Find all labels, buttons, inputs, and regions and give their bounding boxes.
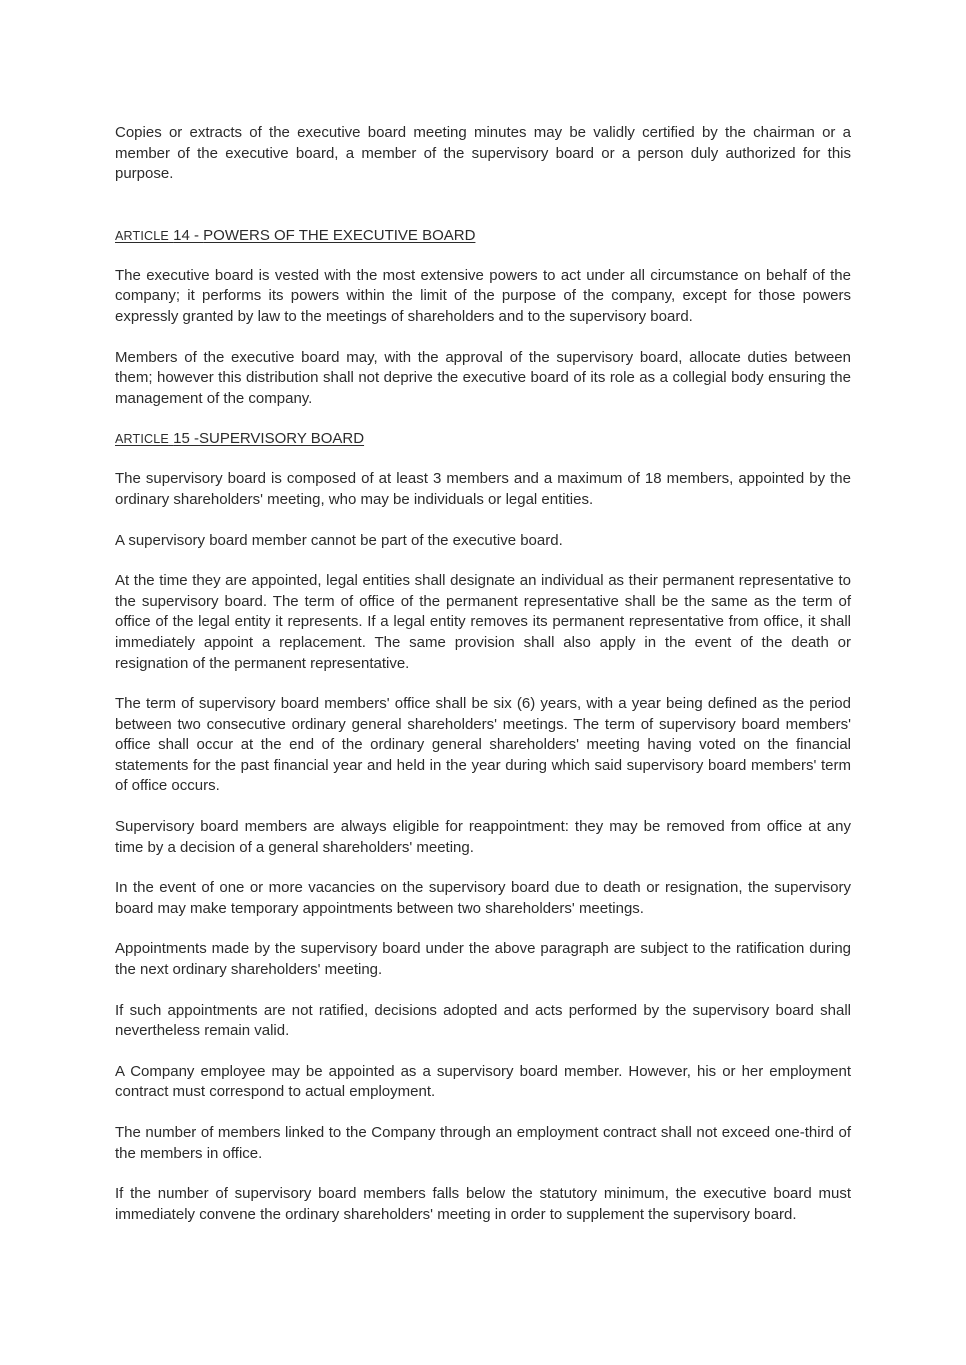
article-15-number: 15 - — [173, 430, 199, 448]
article-14-paragraph: The executive board is vested with the most extensive powers to act under all circumstance on behalf of the company; it performs its powers within the limit of the purpose of the company, except for those powers expressly granted by law to the meetings of shareholders and to the supervisory board. — [115, 266, 851, 325]
article-15-paragraph: If such appointments are not ratified, decisions adopted and acts performed by the supervisory board shall nevertheless remain valid. — [115, 1001, 851, 1040]
article-14-paragraph: Members of the executive board may, with the approval of the supervisory board, allocate duties between them; however this distribution shall not deprive the executive board of its role as a collegial body ensuring the management of the company. — [115, 348, 851, 407]
article-15-paragraph: A Company employee may be appointed as a supervisory board member. However, his or her employment contract must correspond to actual employment. — [115, 1062, 851, 1101]
article-14-label: ARTICLE — [115, 228, 169, 243]
article-15-label: ARTICLE — [115, 432, 169, 447]
article-14-heading — [115, 226, 851, 246]
article-15-paragraph: The term of supervisory board members' office shall be six (6) years, with a year being defined as the period between two consecutive ordinary general shareholders' meetings. The term of supervisory board members' office shall occur at the end of the ordinary general shareholders' meeting having voted on the financial statements for the past financial year and held in the year during which said supervisory board members' term of office occurs. — [115, 695, 851, 795]
article-15-paragraph: A supervisory board member cannot be part of the executive board. — [115, 531, 563, 549]
article-15-heading — [115, 429, 851, 449]
article-15-paragraph: Supervisory board members are always eligible for reappointment: they may be removed from office at any time by a decision of a general shareholders' meeting. — [115, 818, 851, 856]
article-15-paragraph: Appointments made by the supervisory board under the above paragraph are subject to the ratification during the next ordinary shareholders' meeting. — [115, 940, 851, 979]
article-15-paragraph: In the event of one or more vacancies on the supervisory board due to death or resignation, the supervisory board may make temporary appointments between two shareholders' meetings. — [115, 879, 851, 917]
article-15-title: SUPERVISORY BOARD — [199, 430, 365, 448]
article-14-title: POWERS OF THE EXECUTIVE BOARD — [203, 226, 476, 244]
document-page — [115, 123, 851, 1225]
article-15-paragraph: The supervisory board is composed of at least 3 members and a maximum of 18 members, appointed by the ordinary shareholders' meeting, who may be individuals or legal entities. — [115, 470, 851, 508]
article-15-paragraph: If the number of supervisory board members falls below the statutory minimum, the executive board must immediately convene the ordinary shareholders' meeting in order to supplement the supervisory board. — [115, 1185, 851, 1223]
article-15-paragraph: At the time they are appointed, legal entities shall designate an individual as their permanent representative to the supervisory board. The term of office of the permanent representative shall be the same as the term of office of the legal entity it represents. If a legal entity removes its permanent representative from office, it shall immediately appoint a replacement. The same provision shall also apply in the event of the death or resignation of the permanent representative. — [115, 572, 851, 672]
intro-paragraph: Copies or extracts of the executive board meeting minutes may be validly certified by the chairman or a member of the executive board, a member of the supervisory board or a person duly authorized for this purpose. — [115, 124, 851, 183]
article-14-number: 14 - — [173, 226, 199, 244]
article-15-paragraph: The number of members linked to the Company through an employment contract shall not exceed one-third of the members in office. — [115, 1124, 851, 1162]
